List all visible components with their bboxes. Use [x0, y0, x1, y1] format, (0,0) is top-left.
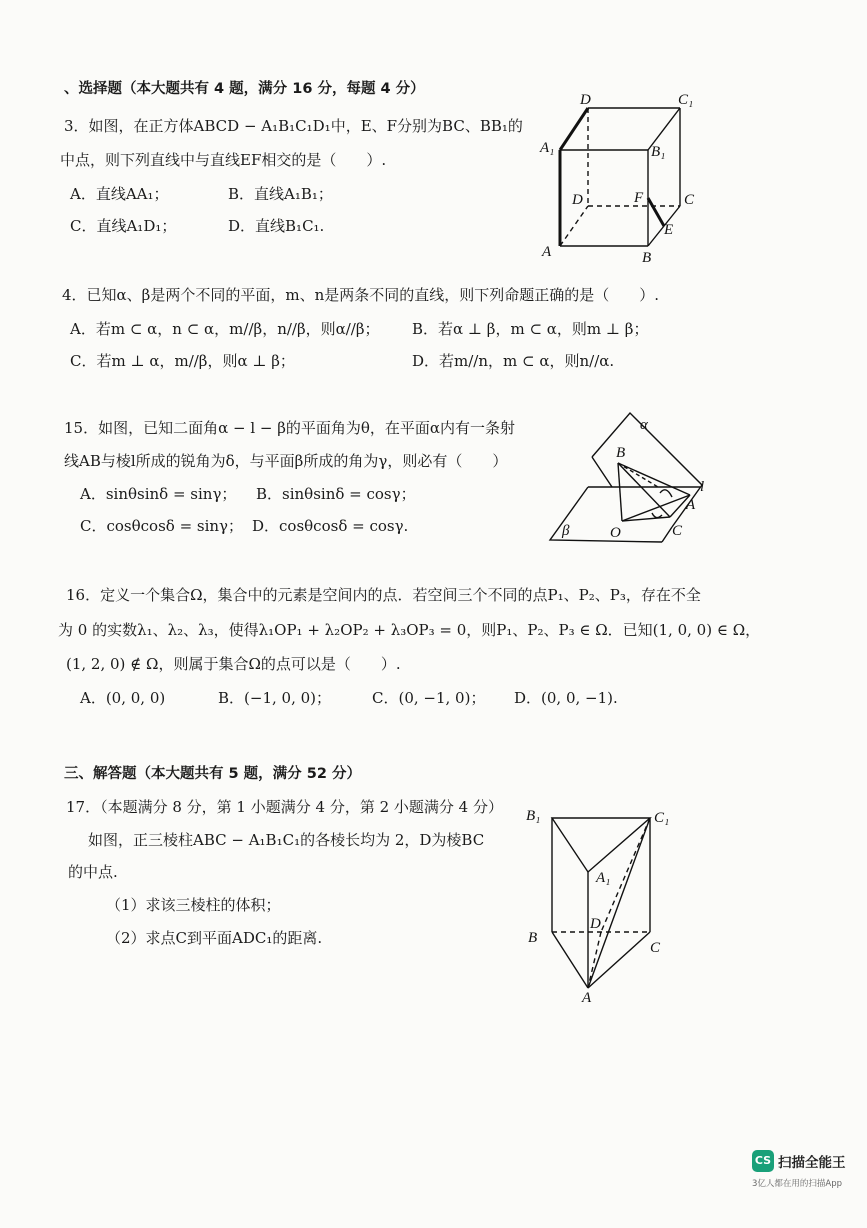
label-d: D	[572, 192, 583, 208]
scanner-app-name: 扫描全能王	[778, 1155, 846, 1171]
label-b: B	[528, 930, 538, 946]
label-a: A	[542, 244, 552, 260]
q16-option-b: B．(−1, 0, 0)；	[218, 689, 331, 707]
label-a1: A₁	[596, 870, 611, 886]
cube-figure	[530, 88, 720, 268]
dihedral-angle-figure	[540, 405, 720, 550]
q15-option-a: A．sinθsinδ = sinγ；	[80, 485, 237, 503]
label-c1: C₁	[654, 810, 670, 826]
label-b1: B₁	[651, 144, 666, 160]
label-d1: D	[580, 92, 591, 108]
q3-option-c: C．直线A₁D₁；	[70, 217, 177, 235]
q3-option-b: B．直线A₁B₁；	[228, 185, 333, 203]
label-l: l	[700, 479, 705, 495]
label-a: A	[582, 990, 592, 1006]
label-c: C	[650, 940, 661, 956]
q16-option-c: C．(0, −1, 0)；	[372, 689, 486, 707]
scanner-watermark	[752, 1150, 864, 1210]
label-d: D	[590, 916, 601, 932]
q16-stem-line2: 为 0 的实数λ₁、λ₂、λ₃，使得λ₁OP₁ + λ₂OP₂ + λ₃OP₃ = 0，则P₁、P₂、P₃ ∈ Ω．已知(1, 0, 0) ∈ Ω，	[58, 621, 761, 639]
q17-part1: （1）求该三棱柱的体积；	[106, 896, 281, 914]
q14-option-d: D．若m//n，m ⊂ α，则n//α.	[412, 352, 615, 370]
q15-stem-line1: 15．如图，已知二面角α − l − β的平面角为θ，在平面α内有一条射	[64, 419, 516, 437]
prism-figure	[520, 800, 690, 1010]
label-b1: B₁	[526, 808, 541, 824]
section-heading-choice: 、选择题（本大题共有 4 题，满分 16 分，每题 4 分）	[64, 81, 425, 97]
label-a1: A₁	[540, 140, 555, 156]
label-b: B	[616, 445, 626, 461]
q14-option-a: A．若m ⊂ α，n ⊂ α，m//β，n//β，则α//β；	[70, 320, 380, 338]
scanner-slogan: 3亿人都在用的扫描App	[752, 1179, 843, 1189]
label-c1: C₁	[678, 92, 694, 108]
q15-option-b: B．sinθsinδ = cosγ；	[256, 485, 416, 503]
q15-stem-line2: 线AB与棱l所成的锐角为δ，与平面β所成的角为γ，则必有（ ）	[64, 452, 508, 470]
q3-stem-line1: 3．如图，在正方体ABCD − A₁B₁C₁D₁中，E、F分别为BC、BB₁的	[64, 117, 523, 135]
q17-part2: （2）求点C到平面ADC₁的距离.	[106, 929, 323, 947]
label-o: O	[610, 525, 621, 541]
q16-stem-line1: 16．定义一个集合Ω，集合中的元素是空间内的点．若空间三个不同的点P₁、P₂、P₃，存在不全	[66, 586, 701, 604]
q17-title: 17．（本题满分 8 分，第 1 小题满分 4 分，第 2 小题满分 4 分）	[66, 798, 503, 816]
q14-option-c: C．若m ⊥ α，m//β，则α ⊥ β；	[70, 352, 295, 370]
section-heading-answer: 三、解答题（本大题共有 5 题，满分 52 分）	[64, 766, 361, 782]
q16-stem-line3: (1, 2, 0) ∉ Ω，则属于集合Ω的点可以是（ ）.	[66, 655, 401, 673]
q3-option-a: A．直线AA₁；	[70, 185, 169, 203]
q14-stem: 4．已知α、β是两个不同的平面，m、n是两条不同的直线，则下列命题正确的是（ ）.	[62, 286, 660, 304]
label-f: F	[634, 190, 644, 206]
label-a: A	[686, 497, 696, 513]
q3-stem-line2: 中点，则下列直线中与直线EF相交的是（ ）.	[60, 151, 387, 169]
label-e: E	[664, 222, 674, 238]
q15-option-c: C．cosθcosδ = sinγ；	[80, 517, 244, 535]
q16-option-a: A．(0, 0, 0)	[80, 689, 166, 707]
q3-option-d: D．直线B₁C₁.	[228, 217, 325, 235]
q14-option-b: B．若α ⊥ β，m ⊂ α，则m ⊥ β；	[412, 320, 649, 338]
label-b: B	[642, 250, 652, 266]
label-beta: β	[562, 523, 570, 539]
label-c: C	[672, 523, 683, 539]
q15-option-d: D．cosθcosδ = cosγ.	[252, 517, 409, 535]
label-c: C	[684, 192, 695, 208]
q17-stem-line2: 的中点.	[68, 863, 118, 881]
label-alpha: α	[640, 417, 648, 433]
scanner-logo-icon: CS	[752, 1150, 774, 1172]
q17-stem-line1: 如图，正三棱柱ABC − A₁B₁C₁的各棱长均为 2，D为棱BC	[88, 831, 485, 849]
q16-option-d: D．(0, 0, −1).	[514, 689, 618, 707]
